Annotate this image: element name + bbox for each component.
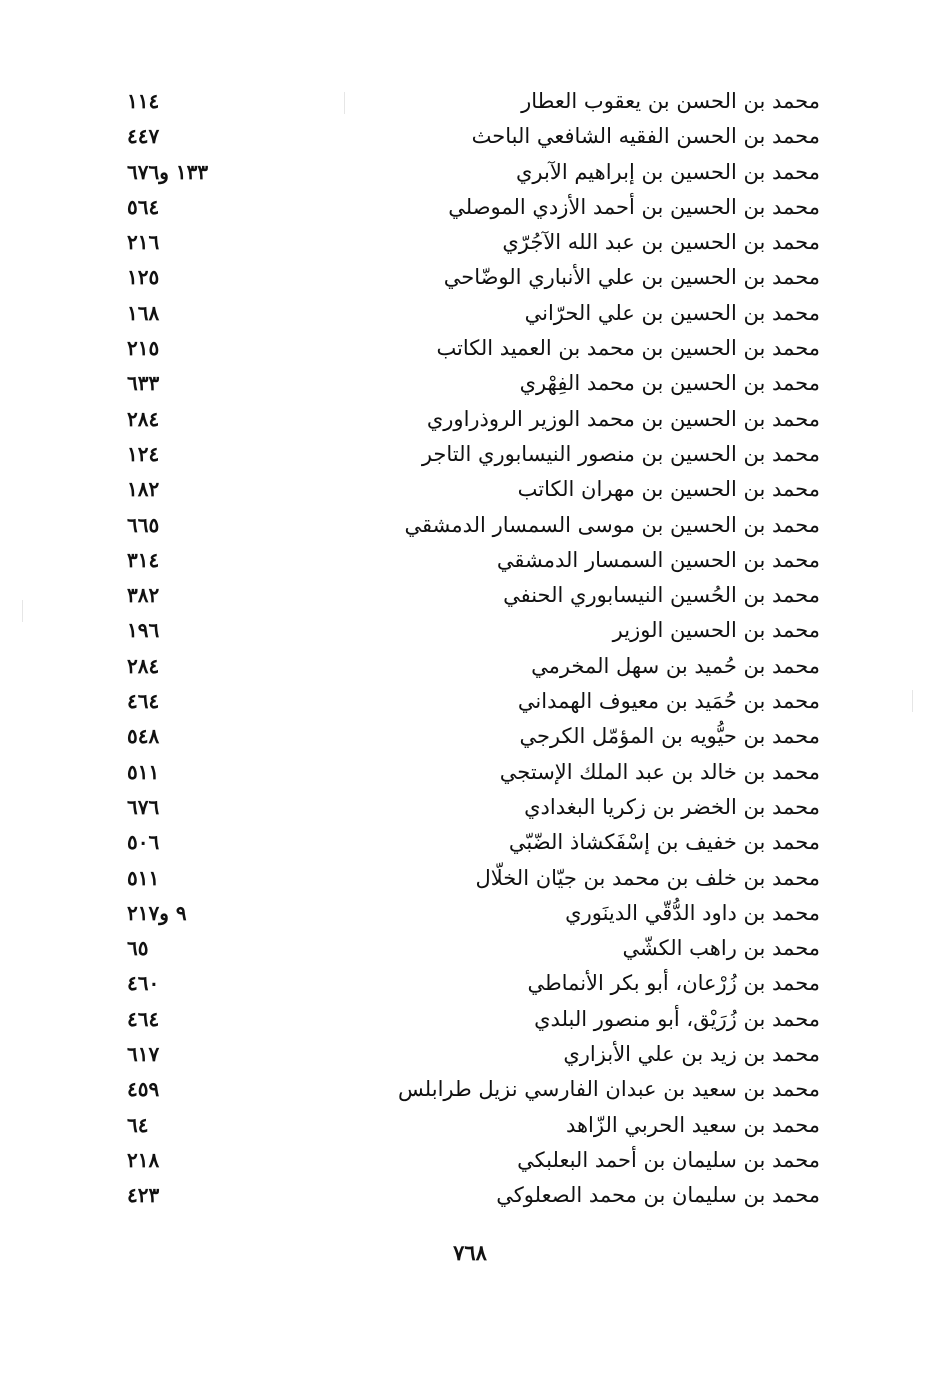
entry-name: محمد بن الحسين بن محمد بن العميد الكاتب — [436, 336, 820, 361]
index-entry — [110, 825, 820, 860]
index-entry — [110, 508, 820, 543]
index-entry — [110, 119, 820, 154]
entry-page-reference: ٢١٥ — [127, 336, 160, 361]
entry-page-reference: ٣١٤ — [127, 547, 160, 572]
index-entry — [110, 1108, 820, 1143]
index-entry — [110, 896, 820, 931]
index-entry — [110, 1072, 820, 1107]
entry-page-reference: ١١٤ — [127, 89, 160, 113]
entry-page-reference: ٣٨٢ — [127, 583, 160, 608]
entry-page-reference: ١٩٦ — [127, 618, 160, 643]
entry-name: محمد بن الحسين السمسار الدمشقي — [496, 547, 820, 572]
entry-page-reference: ٥٤٨ — [127, 724, 160, 749]
index-entry — [110, 755, 820, 790]
index-entry — [110, 437, 820, 472]
scan-mark — [344, 92, 345, 114]
index-entry — [110, 578, 820, 613]
index-entry — [110, 790, 820, 825]
entry-name: محمد بن خالد بن عبد الملك الإستجي — [499, 759, 820, 784]
index-entry — [110, 260, 820, 295]
index-entry — [110, 155, 820, 190]
entry-name: محمد بن الحسن بن يعقوب العطار — [521, 89, 820, 113]
entry-page-reference: ٦١٧ — [127, 1042, 160, 1067]
entry-page-reference: ٦٧٦ — [127, 794, 160, 819]
index-entry — [110, 1178, 820, 1213]
entry-page-reference: ٥٠٦ — [127, 830, 160, 855]
entry-name: محمد بن حُمَيد بن معيوف الهمداني — [517, 689, 820, 714]
entry-page-reference: ٤٤٧ — [127, 124, 160, 149]
entry-name: محمد بن سعيد بن عبدان الفارسي نزيل طرابلس — [398, 1077, 820, 1102]
entry-page-reference: ٢١٨ — [127, 1147, 160, 1172]
entry-page-reference: ٢٨٤ — [127, 406, 160, 431]
index-entry — [110, 296, 820, 331]
entry-name: محمد بن زُرْعان، أبو بكر الأنماطي — [527, 971, 820, 996]
index-entry — [110, 613, 820, 648]
entry-page-reference: ١٨٢ — [127, 477, 160, 502]
entry-name: محمد بن الخضر بن زكريا البغدادي — [524, 794, 820, 819]
entry-page-reference: ٢٨٤ — [127, 653, 160, 678]
index-entry — [110, 402, 820, 437]
index-entry — [110, 366, 820, 401]
index-entry — [110, 649, 820, 684]
entry-name: محمد بن حيُّويه بن المؤمّل الكرجي — [519, 724, 820, 749]
entry-page-reference: ٦٣٣ — [127, 371, 160, 396]
entry-name: محمد بن الحسين بن منصور النيسابوري التاجر — [421, 441, 820, 466]
entry-page-reference: ١٢٥ — [127, 265, 160, 290]
entry-name: محمد بن خفيف بن إسْفَكشاذ الضّبّي — [508, 830, 820, 855]
entry-name: محمد بن سليمان بن محمد الصعلوكي — [496, 1183, 820, 1208]
entry-page-reference: ٩ و٢١٧ — [127, 900, 187, 925]
entry-page-reference: ٦٤ — [127, 1112, 149, 1137]
entry-page-reference: ٦٦٥ — [127, 512, 160, 537]
entry-page-reference: ١٢٤ — [127, 441, 160, 466]
entry-name: محمد بن الحُسين النيسابوري الحنفي — [503, 583, 820, 608]
entry-name: محمد بن سليمان بن أحمد البعلبكي — [517, 1147, 820, 1172]
entry-name: محمد بن داود الدُّقّي الدينَوري — [565, 900, 820, 925]
index-entry — [110, 331, 820, 366]
entry-page-reference: ٢١٦ — [127, 230, 160, 255]
entry-name: محمد بن زُرَيْق، أبو منصور البلدي — [534, 1006, 820, 1031]
entry-page-reference: ٤٦٠ — [127, 971, 160, 996]
entry-name: محمد بن سعيد الحربي الزّاهد — [565, 1112, 820, 1137]
name-index-list — [110, 84, 820, 1214]
entry-name: محمد بن الحسين بن مهران الكاتب — [517, 477, 820, 502]
index-entry — [110, 543, 820, 578]
entry-page-reference: ١٦٨ — [127, 300, 160, 325]
entry-page-reference: ٥٦٤ — [127, 194, 160, 219]
index-entry — [110, 225, 820, 260]
entry-page-reference: ٤٦٤ — [127, 689, 160, 714]
entry-name: محمد بن الحسين بن عبد الله الآجُرّي — [502, 230, 820, 255]
entry-page-reference: ٥١١ — [127, 865, 160, 890]
entry-page-reference: ٤٦٤ — [127, 1006, 160, 1031]
index-entry — [110, 1002, 820, 1037]
entry-name: محمد بن راهب الكشّي — [622, 936, 820, 961]
scan-mark — [22, 600, 23, 622]
entry-name: محمد بن الحسين بن علي الحرّاني — [524, 300, 820, 325]
entry-name: محمد بن الحسين بن محمد الفِهْري — [519, 371, 820, 396]
entry-name: محمد بن الحسين بن أحمد الأزدي الموصلي — [448, 194, 820, 219]
index-entry — [110, 190, 820, 225]
index-entry — [110, 931, 820, 966]
index-entry — [110, 1037, 820, 1072]
index-entry — [110, 719, 820, 754]
entry-page-reference: ٥١١ — [127, 759, 160, 784]
index-entry — [110, 1143, 820, 1178]
scan-mark — [912, 690, 913, 712]
entry-page-reference: ٦٥ — [127, 936, 149, 961]
index-entry — [110, 472, 820, 507]
entry-name: محمد بن الحسين بن محمد الوزير الروذراوري — [426, 406, 820, 431]
index-entry — [110, 861, 820, 896]
entry-name: محمد بن الحسن الفقيه الشافعي الباحث — [471, 124, 820, 149]
entry-name: محمد بن الحسين بن إبراهيم الآبري — [515, 159, 820, 184]
entry-name: محمد بن حُميد بن سهل المخرمي — [531, 653, 820, 678]
index-entry — [110, 84, 820, 119]
index-entry — [110, 684, 820, 719]
entry-page-reference: ١٣٣ و٦٧٦ — [127, 159, 209, 184]
entry-page-reference: ٤٢٣ — [127, 1183, 160, 1208]
entry-name: محمد بن خلف بن محمد بن جيّان الخلّال — [475, 865, 820, 890]
entry-name: محمد بن الحسين بن علي الأنباري الوضّاحي — [443, 265, 820, 290]
page-number: ٧٦٨ — [453, 1240, 487, 1265]
entry-name: محمد بن الحسين الوزير — [612, 618, 820, 643]
index-entry — [110, 966, 820, 1001]
entry-page-reference: ٤٥٩ — [127, 1077, 160, 1102]
entry-name: محمد بن الحسين بن موسى السمسار الدمشقي — [404, 512, 820, 537]
entry-name: محمد بن زيد بن علي الأبزاري — [563, 1042, 820, 1067]
